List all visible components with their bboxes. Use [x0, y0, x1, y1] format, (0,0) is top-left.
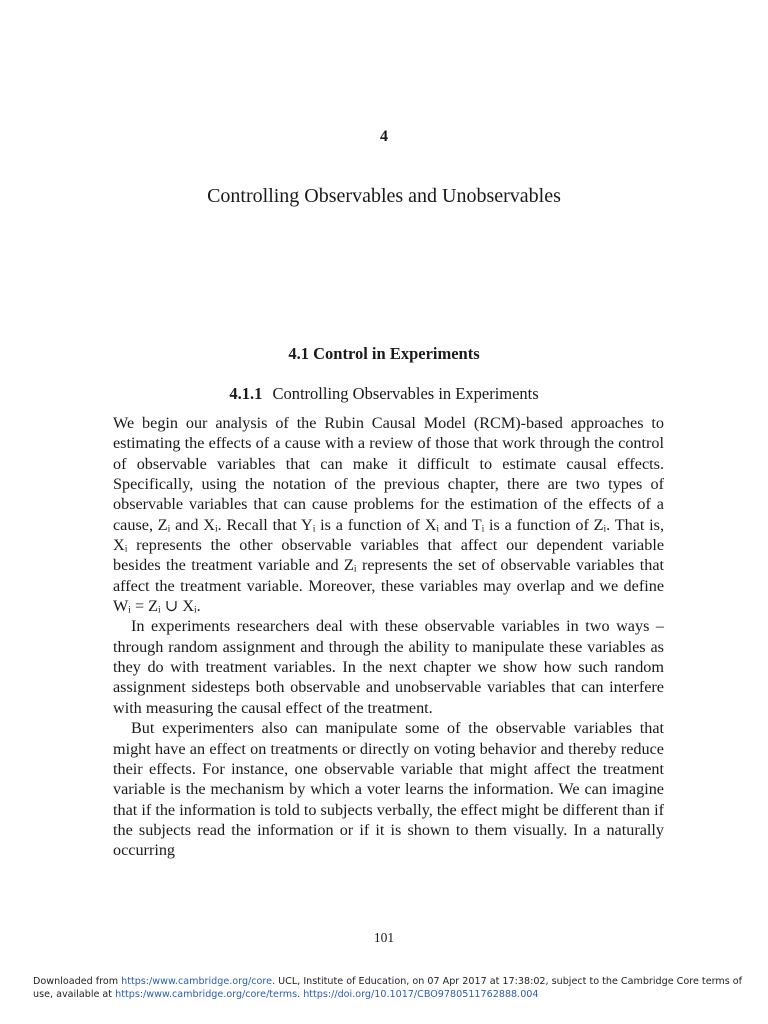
- footer-text: Downloaded from: [33, 976, 122, 987]
- paragraph: In experiments researchers deal with these observable variables in two ways – through random assignment and through the ability to manipulate these variables as they do with treatment variables. In the next chapter we show how such random assignment sidesteps both observable and unobservable variables that can interfere with measuring the causal effect of the treatment.: [113, 617, 664, 717]
- subsection-heading: [0, 384, 768, 404]
- paragraph: But experimenters also can manipulate some of the observable variables that might have an effect on treatments or directly on voting behavior and thereby reduce their effects. For instance, one observable variable that might affect the treatment variable is the mechanism by which a voter learns the information. We can imagine that if the information is told to subjects verbally, the effect might be different than if the subjects read the information or if it is shown to them visually. In a naturally occurring: [113, 719, 664, 860]
- subsection-number: 4.1.1: [229, 384, 263, 403]
- paragraph: We begin our analysis of the Rubin Causal Model (RCM)-based approaches to estimating the effects of a cause with a review of those that work through the control of observable variables that can make it difficult to estimate causal effects. Specifically, using the notation of the previous chapter, there are two types of observable variables that can cause problems for the estimation of the effects of a cause, Zᵢ and Xᵢ. Recall that Yᵢ is a function of Xᵢ and Tᵢ is a function of Zᵢ. That is, Xᵢ represents the other observable variables that affect our dependent variable besides the treatment variable and Zᵢ represents the set of observable variables that affect the treatment variable. Moreover, these variables may overlap and we define Wᵢ = Zᵢ ∪ Xᵢ.: [113, 414, 664, 616]
- footer-text: . UCL, Institute of Education, on 07 Apr 2017 at 17:38:02, subject to the Cambridge Core terms of use, available at: [33, 976, 743, 1000]
- footer-text: .: [297, 989, 304, 1000]
- page-number: 101: [373, 930, 395, 945]
- body-text: [113, 413, 664, 861]
- section-heading: 4.1 Control in Experiments: [288, 344, 480, 363]
- terms-link[interactable]: https:/www.cambridge.org/core/terms: [115, 989, 298, 1000]
- chapter-number: 4: [380, 128, 388, 145]
- download-footer: [33, 975, 743, 1001]
- subsection-title: Controlling Observables in Experiments: [272, 384, 539, 403]
- doi-link[interactable]: https://doi.org/10.1017/CBO9780511762888.004: [303, 989, 539, 1000]
- cambridge-core-link[interactable]: https:/www.cambridge.org/core: [121, 976, 273, 987]
- chapter-title: Controlling Observables and Unobservables: [207, 185, 561, 207]
